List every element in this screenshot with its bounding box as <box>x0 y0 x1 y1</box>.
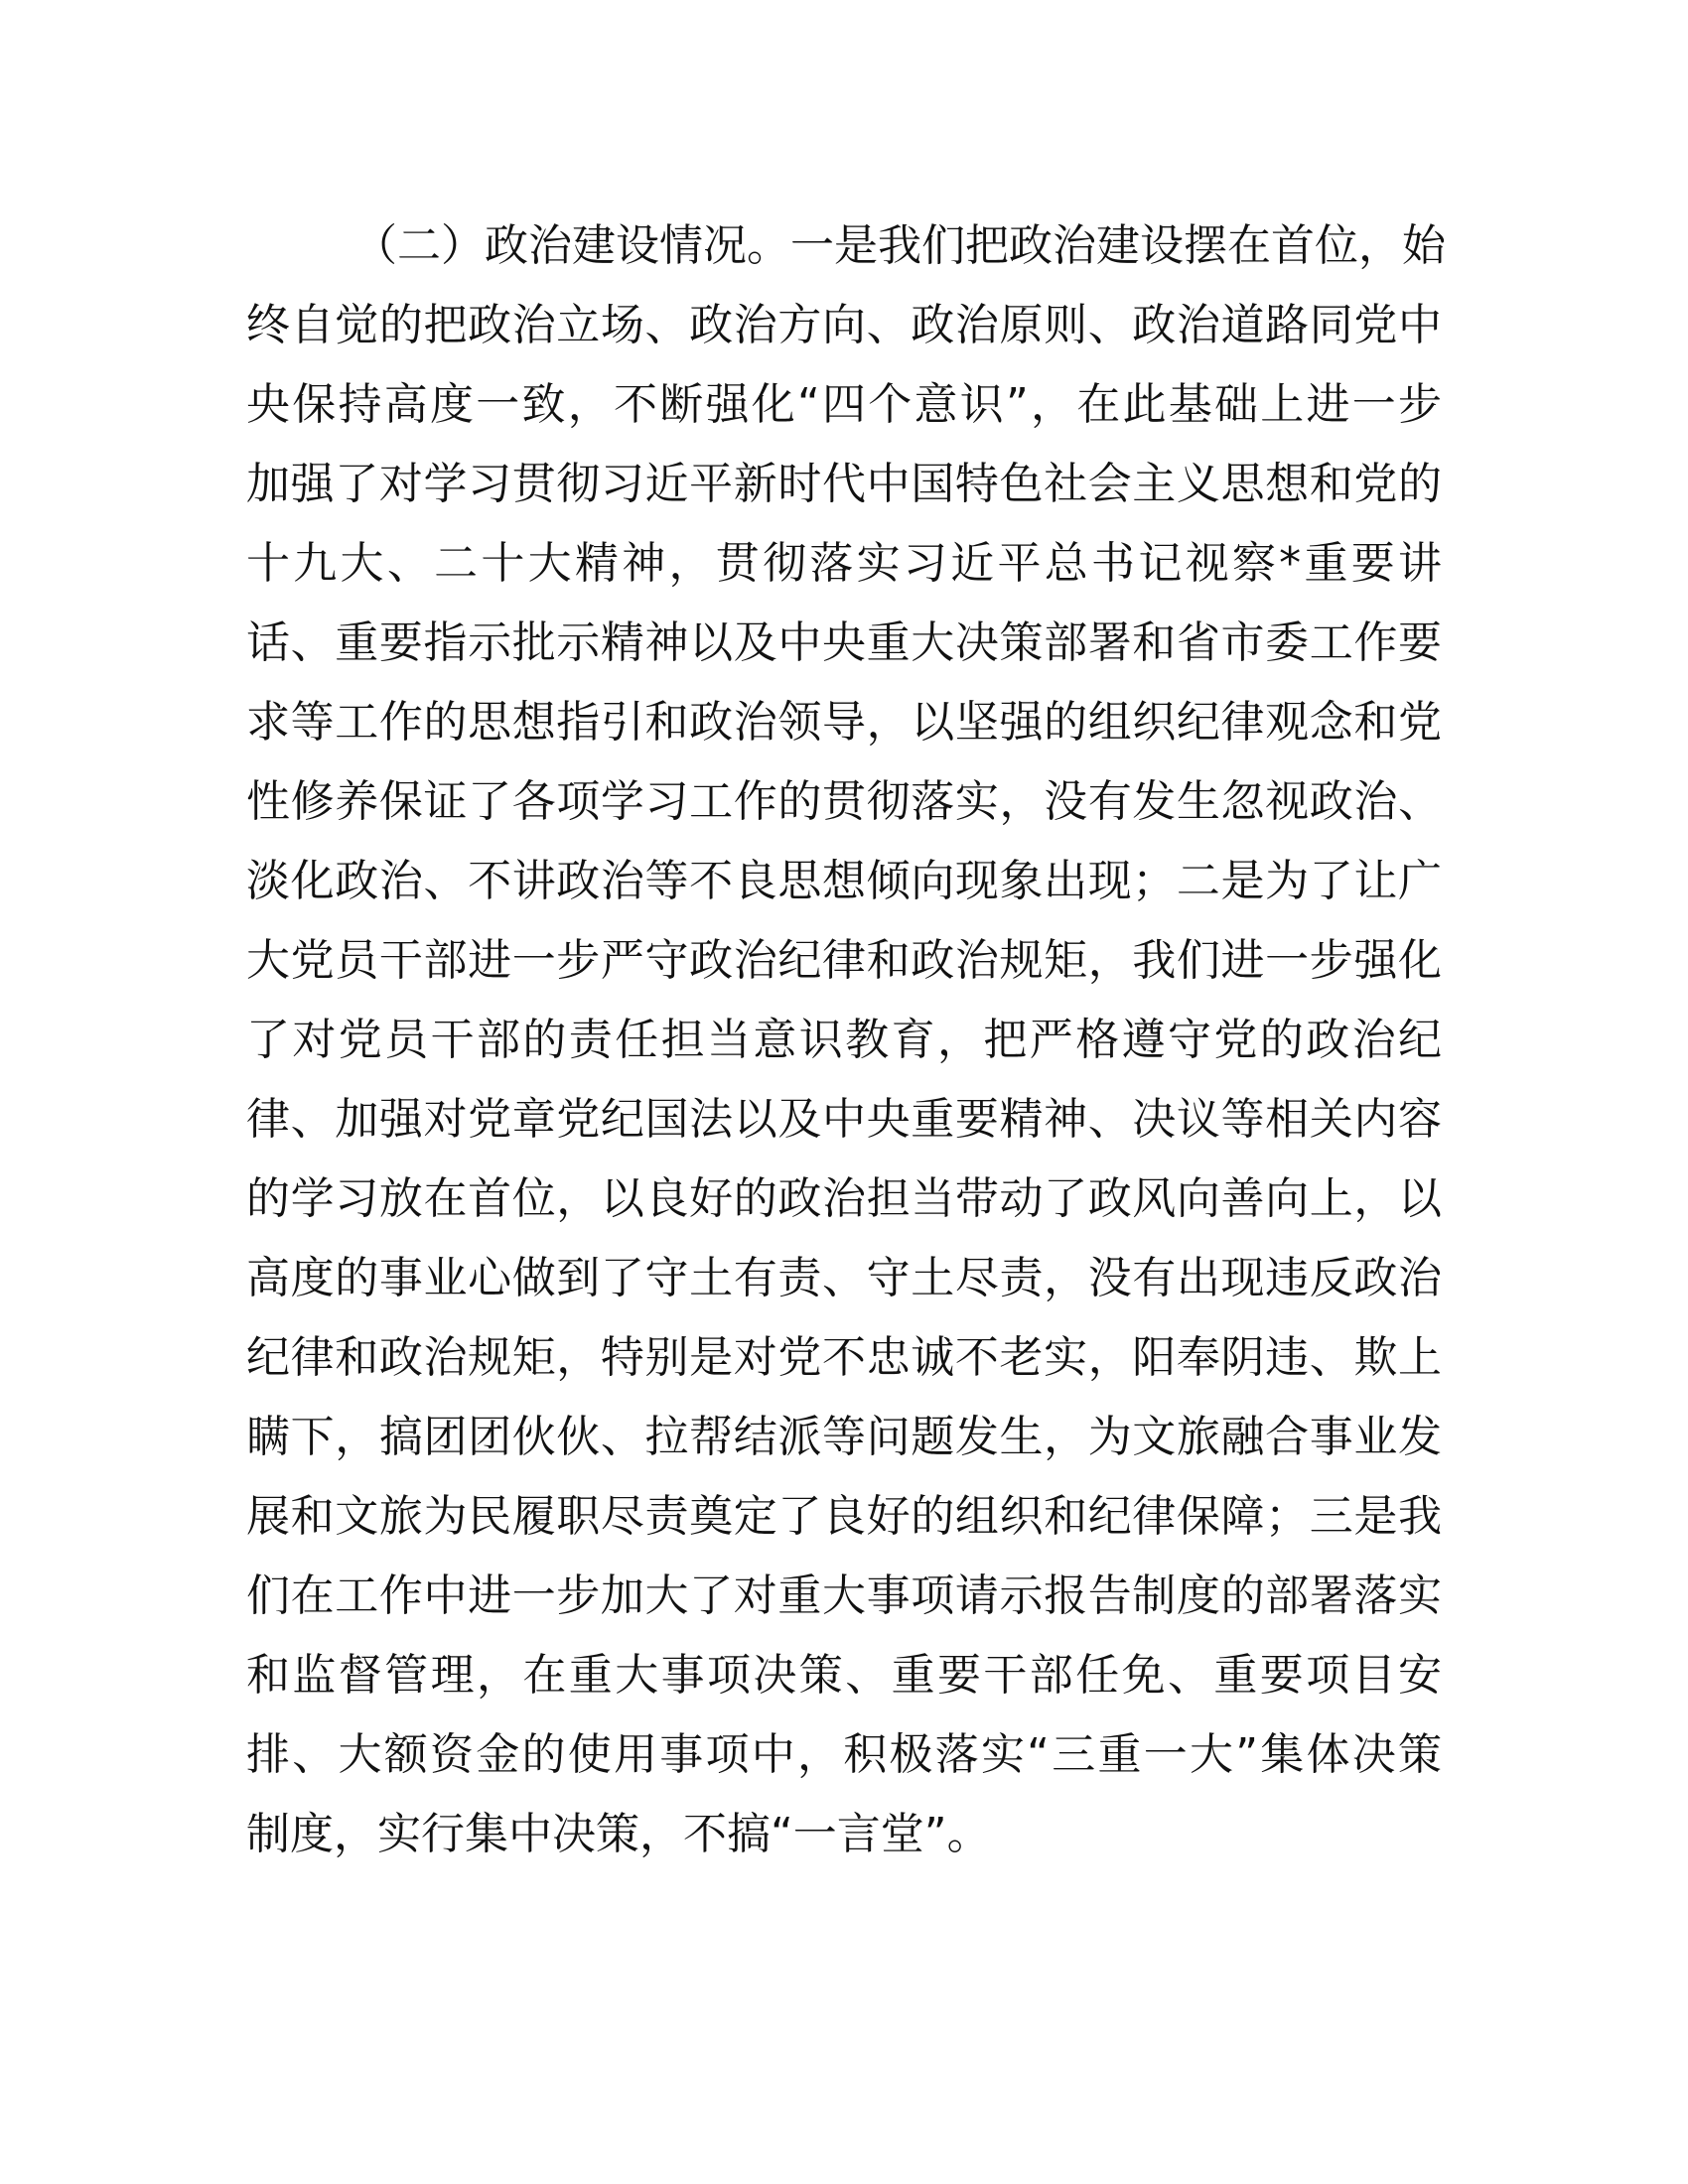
paragraph-line-21: 制度，实行集中决策，不搞“一言堂”。 <box>246 1809 991 1859</box>
paragraph-line-13: 的学习放在首位，以良好的政治担当带动了政风向善向上，以 <box>246 1173 1442 1224</box>
paragraph-line-2: 终自觉的把政治立场、政治方向、政治原则、政治道路同党中 <box>246 300 1442 350</box>
paragraph-line-12: 律、加强对党章党纪国法以及中央重要精神、决议等相关内容 <box>246 1094 1442 1145</box>
paragraph-line-3: 央保持高度一致，不断强化“四个意识”，在此基础上进一步 <box>246 379 1442 430</box>
paragraph-line-14: 高度的事业心做到了守土有责、守土尽责，没有出现违反政治 <box>246 1253 1442 1303</box>
paragraph-line-1: （二）政治建设情况。一是我们把政治建设摆在首位，始 <box>353 220 1446 271</box>
paragraph-line-16: 瞒下，搞团团伙伙、拉帮结派等问题发生，为文旅融合事业发 <box>246 1412 1442 1462</box>
paragraph-line-20: 排、大额资金的使用事项中，积极落实“三重一大”集体决策 <box>246 1729 1442 1780</box>
paragraph-line-4: 加强了对学习贯彻习近平新时代中国特色社会主义思想和党的 <box>246 459 1442 509</box>
paragraph-line-9: 淡化政治、不讲政治等不良思想倾向现象出现；二是为了让广 <box>246 856 1442 906</box>
paragraph-line-7: 求等工作的思想指引和政治领导，以坚强的组织纪律观念和党 <box>246 697 1442 748</box>
paragraph-line-11: 了对党员干部的责任担当意识教育，把严格遵守党的政治纪 <box>246 1015 1442 1065</box>
body-paragraph <box>246 206 1446 1874</box>
paragraph-line-19: 和监督管理，在重大事项决策、重要干部任免、重要项目安 <box>246 1650 1442 1701</box>
paragraph-line-10: 大党员干部进一步严守政治纪律和政治规矩，我们进一步强化 <box>246 935 1442 986</box>
paragraph-line-8: 性修养保证了各项学习工作的贯彻落实，没有发生忽视政治、 <box>246 776 1442 827</box>
paragraph-line-18: 们在工作中进一步加大了对重大事项请示报告制度的部署落实 <box>246 1570 1442 1621</box>
paragraph-line-6: 话、重要指示批示精神以及中央重大决策部署和省市委工作要 <box>246 617 1442 668</box>
paragraph-line-17: 展和文旅为民履职尽责奠定了良好的组织和纪律保障；三是我 <box>246 1491 1442 1542</box>
paragraph-line-5: 十九大、二十大精神，贯彻落实习近平总书记视察*重要讲 <box>246 538 1442 589</box>
paragraph-line-15: 纪律和政治规矩，特别是对党不忠诚不老实，阳奉阴违、欺上 <box>246 1332 1442 1383</box>
